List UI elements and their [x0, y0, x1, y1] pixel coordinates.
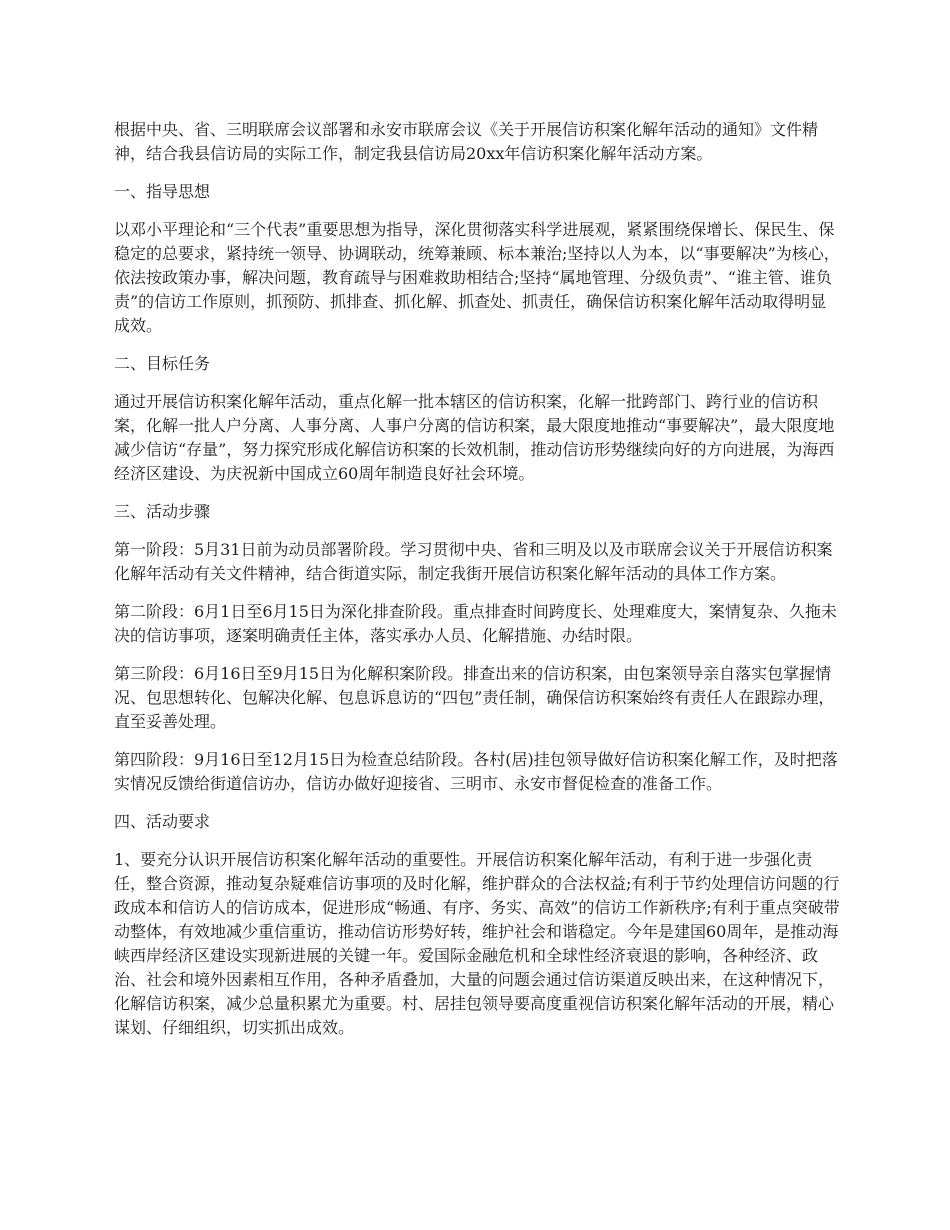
goals-paragraph: 通过开展信访积案化解年活动，重点化解一批本辖区的信访积案，化解一批跨部门、跨行业的信访积案，化解一批人户分离、人事分离、人事户分离的信访积案，最大限度地推动“事要解决”，最大限度地减少信访“存量”，努力探究形成化解信访积案的长效机制，推动信访形势继续向好的方向进展，为海西经济区建设、为庆祝新中国成立60周年制造良好社会环境。 — [114, 392, 835, 483]
guiding-ideology-paragraph: 以邓小平理论和“三个代表”重要思想为指导，深化贯彻落实科学进展观，紧紧围绕保增长、保民生、保稳定的总要求，紧持统一领导、协调联动，统筹兼顾、标本兼治;坚持以人为本，以“事要解决”为核心，依法按政策办事，解决问题，教育疏导与困难救助相结合;坚持“属地管理、分级负责”、“谁主管、谁负责”的信访工作原则，抓预防、抓排查、抓化解、抓查处、抓责任，确保信访积案化解年活动取得明显成效。 — [114, 220, 840, 335]
step-4-paragraph: 第四阶段：9月16日至12月15日为检查总结阶段。各村(居)挂包领导做好信访积案化解工作，及时把落实情况反馈给街道信访办，信访办做好迎接省、三明市、永安市督促检查的准备工作。 — [114, 750, 838, 793]
requirement-1-paragraph: 1、要充分认识开展信访积案化解年活动的重要性。开展信访积案化解年活动，有利于进一步强化责任，整合资源，推动复杂疑难信访事项的及时化解，维护群众的合法权益;有利于节约处理信访问题的行政成本和信访人的信访成本，促进形成“畅通、有序、务实、高效”的信访工作新秩序;有利于重点突破带动整体，有效地减少重信重访，推动信访形势好转，维护社会和谐稳定。今年是建国60周年，是推动海峡西岸经济区建设实现新进展的关键一年。爱国际金融危机和全球性经济衰退的影响，各种经济、政治、社会和境外因素相互作用，各种矛盾叠加，大量的问题会通过信访渠道反映出来，在这种情况下，化解信访积案，减少总量积累尤为重要。村、居挂包领导要高度重视信访积案化解年活动的开展，精心谋划、仔细组织，切实抓出成效。 — [114, 850, 840, 1037]
section-heading-steps: 三、活动步骤 — [114, 502, 211, 521]
intro-paragraph: 根据中央、省、三明联席会议部署和永安市联席会议《关于开展信访积案化解年活动的通知》文件精神，结合我县信访局的实际工作，制定我县信访局20xx年信访积案化解年活动方案。 — [114, 120, 819, 163]
section-heading-guiding-ideology: 一、指导思想 — [114, 182, 211, 201]
step-3-paragraph: 第三阶段：6月16日至9月15日为化解积案阶段。排查出来的信访积案，由包案领导亲自落实包掌握情况、包思想转化、包解决化解、包息诉息访的“四包”责任制，确保信访积案始终有责任人在跟踪办理，直至妥善处理。 — [114, 664, 835, 731]
step-1-paragraph: 第一阶段：5月31日前为动员部署阶段。学习贯彻中央、省和三明及以及市联席会议关于开展信访积案化解年活动有关文件精神，结合街道实际，制定我街开展信访积案化解年活动的具体工作方案。 — [114, 540, 833, 583]
step-2-paragraph: 第二阶段：6月1日至6月15日为深化排查阶段。重点排查时间跨度长、处理难度大，案情复杂、久拖未决的信访事项，逐案明确责任主体，落实承办人员、化解措施、办结时限。 — [114, 602, 837, 645]
section-heading-requirements: 四、活动要求 — [114, 812, 211, 831]
section-heading-goals: 二、目标任务 — [114, 354, 211, 373]
document-body — [114, 118, 842, 1054]
